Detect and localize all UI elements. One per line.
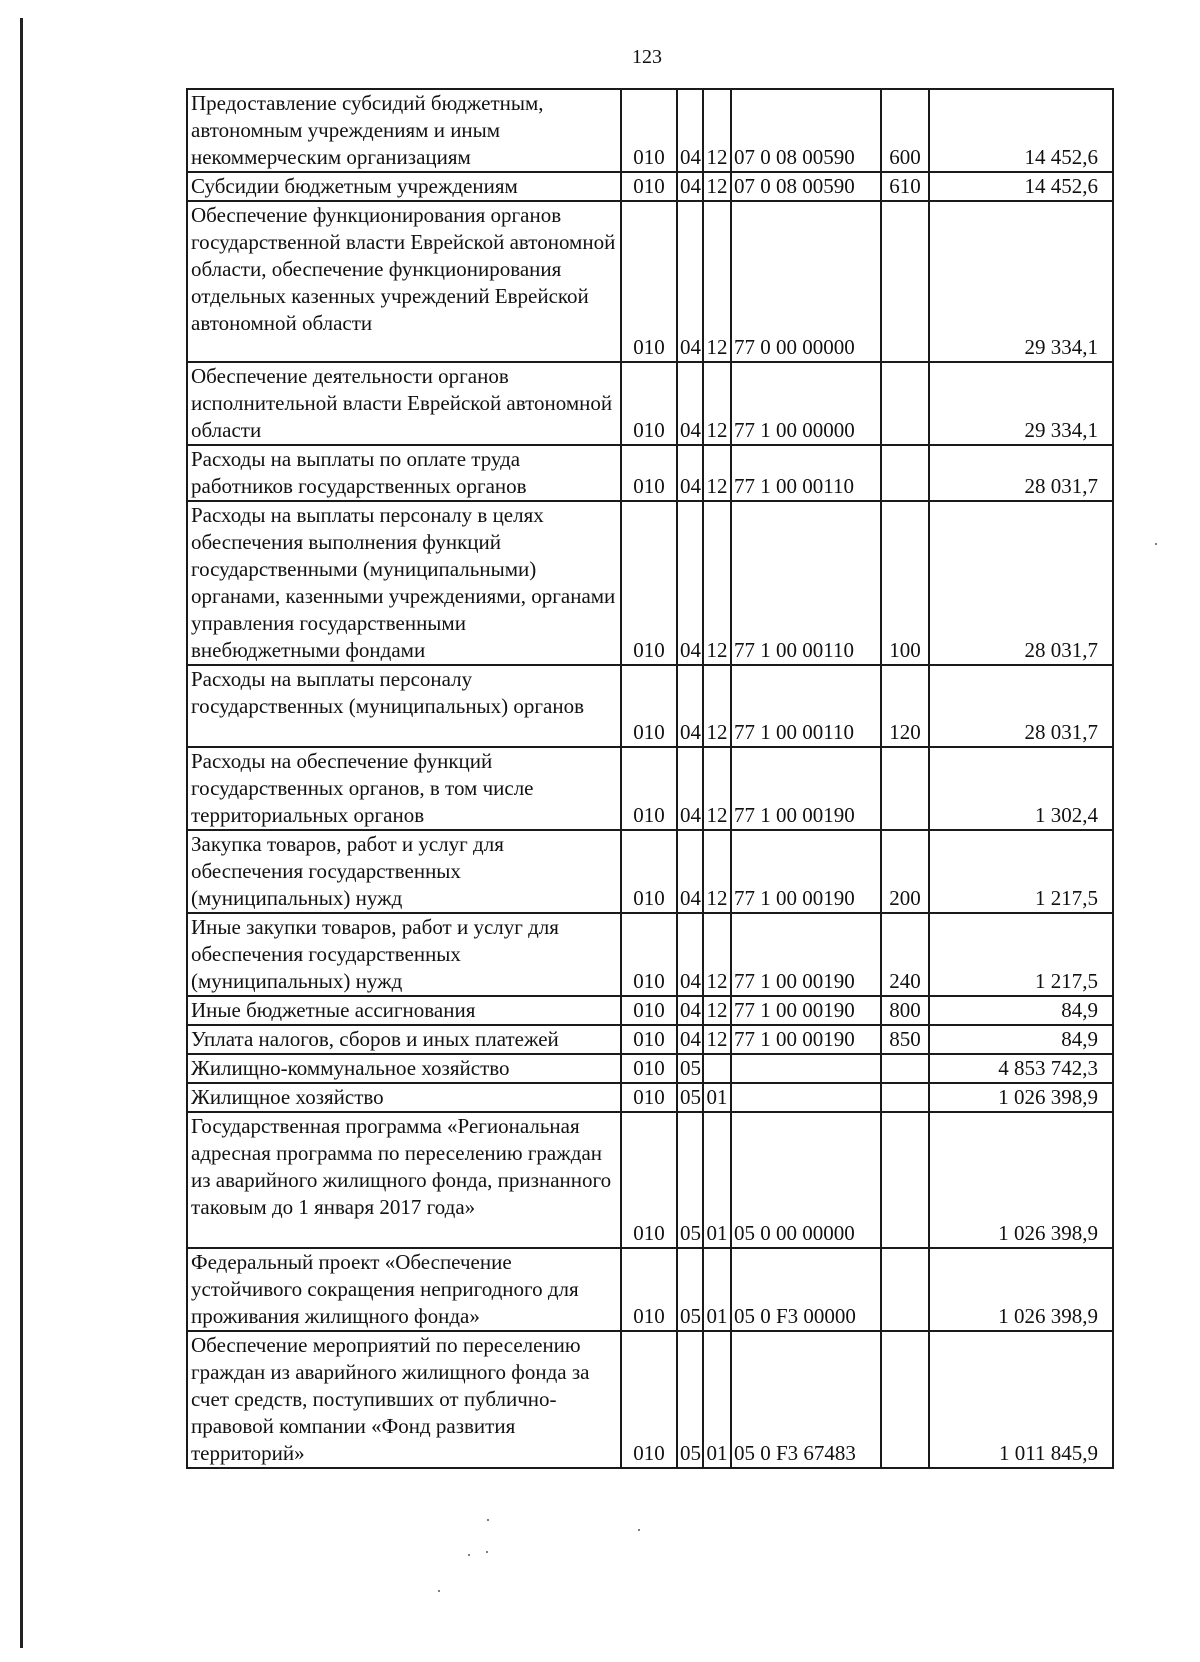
row-rz: 05: [677, 1112, 703, 1248]
row-amount: 14 452,6: [929, 172, 1113, 201]
row-pr: 01: [703, 1331, 731, 1468]
table-row: [187, 1248, 1113, 1331]
row-vr: 800: [881, 996, 929, 1025]
table-row: [187, 445, 1113, 501]
row-gr: 010: [621, 830, 677, 913]
row-rz: 05: [677, 1248, 703, 1331]
speck: [438, 1590, 440, 1592]
row-rz: 04: [677, 830, 703, 913]
row-name: Уплата налогов, сборов и иных платежей: [187, 1025, 621, 1054]
row-amount: 28 031,7: [929, 665, 1113, 747]
row-vr: [881, 747, 929, 830]
row-name: Субсидии бюджетным учреждениям: [187, 172, 621, 201]
speck: [486, 1551, 488, 1553]
row-rz: 05: [677, 1054, 703, 1083]
table-row: [187, 1083, 1113, 1112]
row-rz: 05: [677, 1331, 703, 1468]
row-rz: 04: [677, 665, 703, 747]
row-vr: 240: [881, 913, 929, 996]
row-name: Расходы на выплаты персоналу государственных (муниципальных) органов: [187, 665, 621, 747]
row-vr: 200: [881, 830, 929, 913]
row-csr: 77 1 00 00190: [731, 913, 881, 996]
row-rz: 05: [677, 1083, 703, 1112]
row-gr: 010: [621, 996, 677, 1025]
row-gr: 010: [621, 1083, 677, 1112]
row-vr: 610: [881, 172, 929, 201]
row-csr: [731, 1083, 881, 1112]
row-csr: 77 1 00 00190: [731, 747, 881, 830]
row-name: Обеспечение мероприятий по переселению граждан из аварийного жилищного фонда за счет средств, поступивших от публично-правовой компании «Фонд развития территорий»: [187, 1331, 621, 1468]
row-amount: 1 026 398,9: [929, 1083, 1113, 1112]
table-row: [187, 913, 1113, 996]
row-csr: 77 1 00 00000: [731, 362, 881, 445]
row-name: Расходы на обеспечение функций государственных органов, в том числе территориальных органов: [187, 747, 621, 830]
row-amount: 1 302,4: [929, 747, 1113, 830]
row-pr: 12: [703, 747, 731, 830]
row-csr: 77 1 00 00190: [731, 996, 881, 1025]
row-csr: 77 1 00 00110: [731, 665, 881, 747]
row-gr: 010: [621, 445, 677, 501]
row-gr: 010: [621, 1025, 677, 1054]
row-name: Федеральный проект «Обеспечение устойчивого сокращения непригодного для проживания жилищного фонда»: [187, 1248, 621, 1331]
table-row: [187, 996, 1113, 1025]
row-csr: [731, 1054, 881, 1083]
row-gr: 010: [621, 665, 677, 747]
page-number: 123: [632, 46, 662, 68]
row-amount: 1 011 845,9: [929, 1331, 1113, 1468]
row-rz: 04: [677, 913, 703, 996]
row-amount: 29 334,1: [929, 201, 1113, 362]
row-name: Закупка товаров, работ и услуг для обеспечения государственных (муниципальных) нужд: [187, 830, 621, 913]
row-csr: 05 0 F3 67483: [731, 1331, 881, 1468]
row-amount: 1 217,5: [929, 830, 1113, 913]
row-pr: 01: [703, 1083, 731, 1112]
row-vr: [881, 1331, 929, 1468]
row-name: Иные закупки товаров, работ и услуг для обеспечения государственных (муниципальных) нужд: [187, 913, 621, 996]
table-row: [187, 1054, 1113, 1083]
row-pr: 01: [703, 1112, 731, 1248]
row-csr: 77 1 00 00190: [731, 830, 881, 913]
row-amount: 28 031,7: [929, 501, 1113, 665]
table-row: [187, 362, 1113, 445]
row-name: Предоставление субсидий бюджетным, автономным учреждениям и иным некоммерческим организациям: [187, 89, 621, 172]
row-gr: 010: [621, 89, 677, 172]
row-amount: 84,9: [929, 996, 1113, 1025]
row-csr: 77 1 00 00190: [731, 1025, 881, 1054]
row-pr: 12: [703, 445, 731, 501]
row-vr: [881, 1054, 929, 1083]
row-name: Обеспечение функционирования органов государственной власти Еврейской автономной области, обеспечение функционирования отдельных казенных учреждений Еврейской автономной области: [187, 201, 621, 362]
row-gr: 010: [621, 172, 677, 201]
row-vr: [881, 362, 929, 445]
row-csr: 77 0 00 00000: [731, 201, 881, 362]
row-name: Жилищное хозяйство: [187, 1083, 621, 1112]
row-rz: 04: [677, 501, 703, 665]
table-row: [187, 1112, 1113, 1248]
row-pr: 12: [703, 89, 731, 172]
row-name: Иные бюджетные ассигнования: [187, 996, 621, 1025]
row-gr: 010: [621, 1331, 677, 1468]
row-name: Расходы на выплаты по оплате труда работников государственных органов: [187, 445, 621, 501]
row-pr: 12: [703, 1025, 731, 1054]
row-csr: 07 0 08 00590: [731, 172, 881, 201]
table-row: [187, 89, 1113, 172]
row-pr: 12: [703, 996, 731, 1025]
row-rz: 04: [677, 89, 703, 172]
row-pr: 01: [703, 1248, 731, 1331]
row-amount: 1 217,5: [929, 913, 1113, 996]
row-rz: 04: [677, 747, 703, 830]
row-amount: 84,9: [929, 1025, 1113, 1054]
speck: [638, 1529, 640, 1531]
table-row: [187, 501, 1113, 665]
row-rz: 04: [677, 996, 703, 1025]
row-pr: 12: [703, 172, 731, 201]
row-rz: 04: [677, 445, 703, 501]
row-pr: 12: [703, 913, 731, 996]
speck: [487, 1519, 489, 1521]
table-row: [187, 830, 1113, 913]
row-vr: [881, 1248, 929, 1331]
row-amount: 29 334,1: [929, 362, 1113, 445]
row-pr: [703, 1054, 731, 1083]
row-rz: 04: [677, 172, 703, 201]
speck: [468, 1554, 470, 1556]
row-vr: [881, 201, 929, 362]
row-gr: 010: [621, 1112, 677, 1248]
row-vr: 120: [881, 665, 929, 747]
row-vr: 600: [881, 89, 929, 172]
row-gr: 010: [621, 1248, 677, 1331]
row-gr: 010: [621, 362, 677, 445]
row-name: Расходы на выплаты персоналу в целях обеспечения выполнения функций государственными (муниципальными) органами, казенными учреждениями, органами управления государственными внебюджетными фондами: [187, 501, 621, 665]
row-csr: 05 0 00 00000: [731, 1112, 881, 1248]
row-amount: 1 026 398,9: [929, 1248, 1113, 1331]
row-csr: 07 0 08 00590: [731, 89, 881, 172]
row-rz: 04: [677, 201, 703, 362]
row-rz: 04: [677, 1025, 703, 1054]
row-vr: [881, 445, 929, 501]
table-row: [187, 172, 1113, 201]
row-gr: 010: [621, 1054, 677, 1083]
row-gr: 010: [621, 201, 677, 362]
row-vr: 100: [881, 501, 929, 665]
scan-edge-line: [20, 18, 23, 1648]
budget-table: [186, 88, 1114, 1469]
row-vr: [881, 1112, 929, 1248]
row-amount: 14 452,6: [929, 89, 1113, 172]
row-csr: 05 0 F3 00000: [731, 1248, 881, 1331]
row-csr: 77 1 00 00110: [731, 445, 881, 501]
speck: [1155, 543, 1157, 545]
row-csr: 77 1 00 00110: [731, 501, 881, 665]
row-pr: 12: [703, 665, 731, 747]
row-vr: [881, 1083, 929, 1112]
row-gr: 010: [621, 501, 677, 665]
row-amount: 28 031,7: [929, 445, 1113, 501]
table-row: [187, 747, 1113, 830]
row-gr: 010: [621, 913, 677, 996]
table-row: [187, 665, 1113, 747]
row-amount: 4 853 742,3: [929, 1054, 1113, 1083]
row-pr: 12: [703, 830, 731, 913]
row-pr: 12: [703, 201, 731, 362]
row-gr: 010: [621, 747, 677, 830]
row-name: Обеспечение деятельности органов исполнительной власти Еврейской автономной области: [187, 362, 621, 445]
row-pr: 12: [703, 362, 731, 445]
table-row: [187, 1025, 1113, 1054]
row-pr: 12: [703, 501, 731, 665]
row-amount: 1 026 398,9: [929, 1112, 1113, 1248]
row-name: Государственная программа «Региональная адресная программа по переселению граждан из аварийного жилищного фонда, признанного таковым до 1 января 2017 года»: [187, 1112, 621, 1248]
row-rz: 04: [677, 362, 703, 445]
table-row: [187, 1331, 1113, 1468]
table-row: [187, 201, 1113, 362]
row-name: Жилищно-коммунальное хозяйство: [187, 1054, 621, 1083]
row-vr: 850: [881, 1025, 929, 1054]
